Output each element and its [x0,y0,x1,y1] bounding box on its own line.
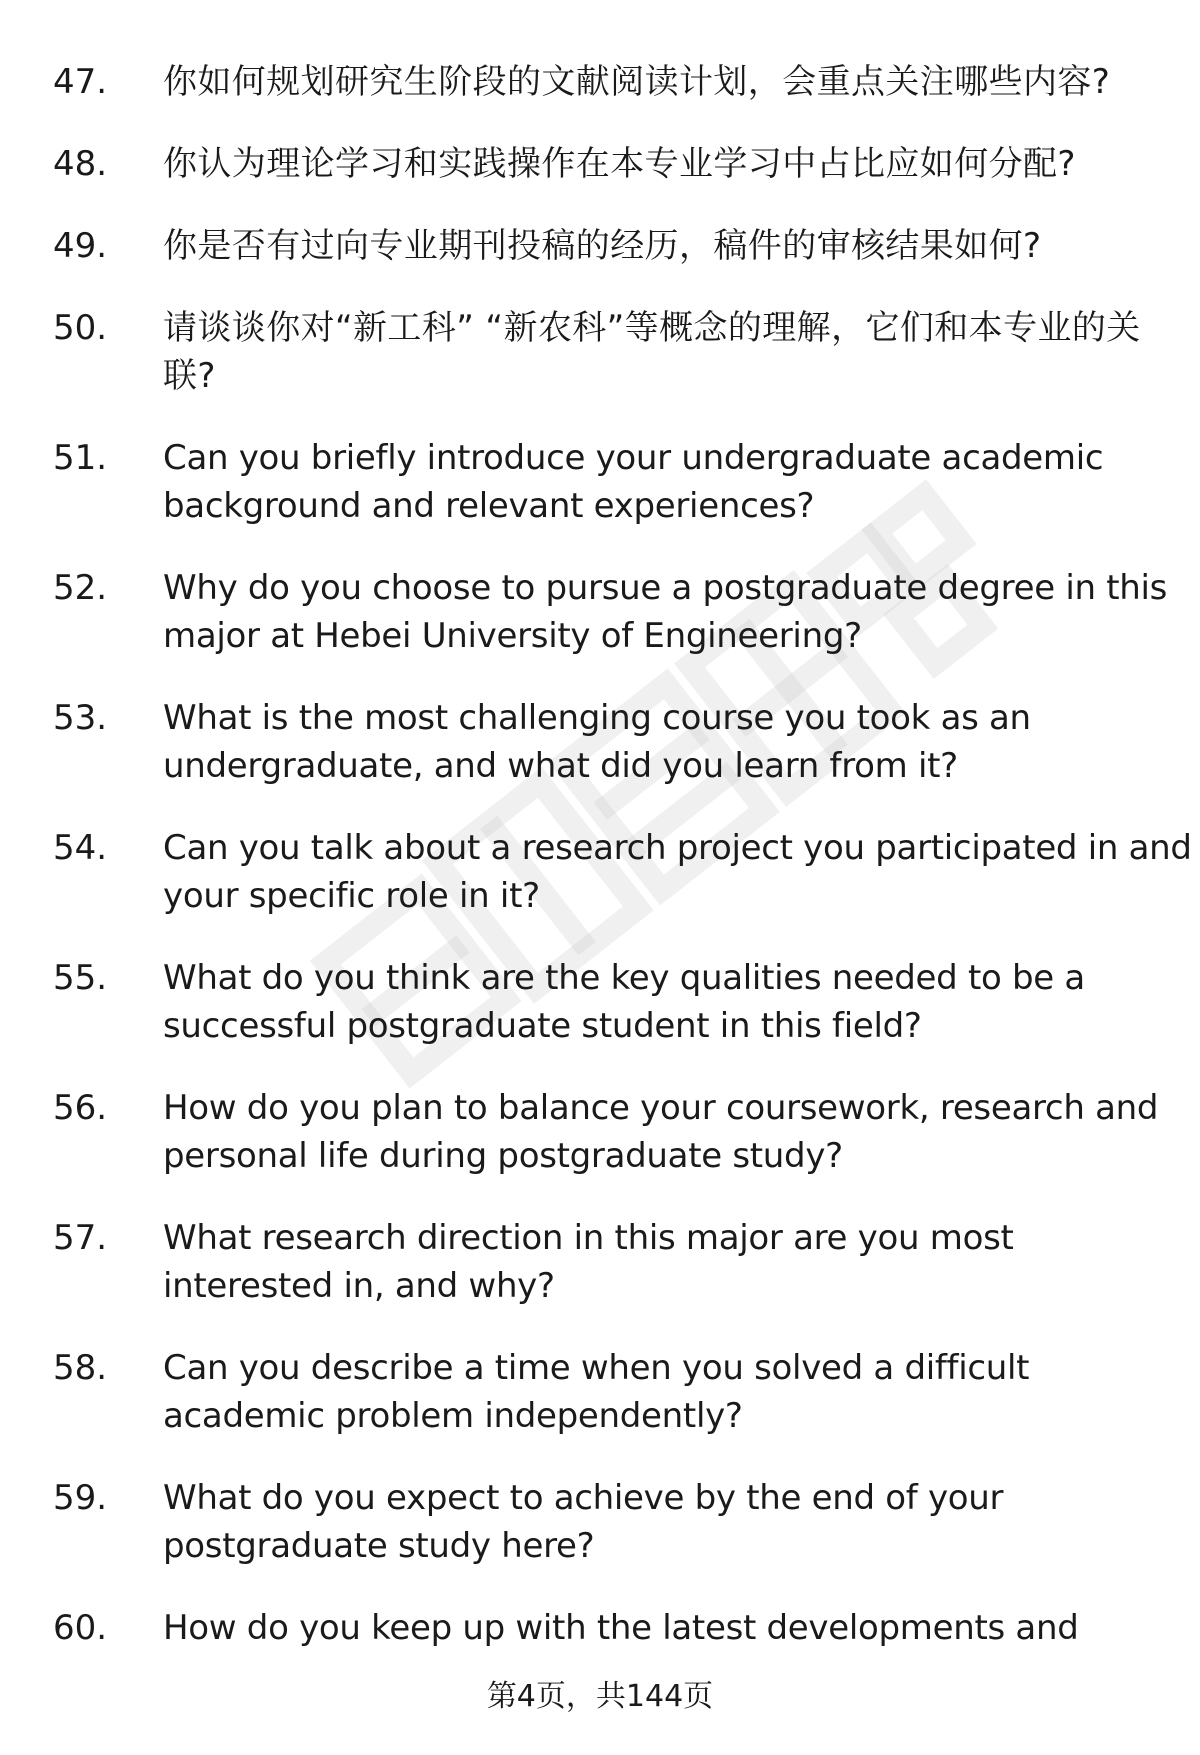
question-item [0,564,1200,660]
question-number: 53. [53,698,108,738]
question-number: 60. [53,1608,108,1648]
question-item [0,1604,1200,1652]
question-text: What is the most challenging course you took as an undergraduate, and what did you learn from it? [163,698,1031,786]
question-text: Can you talk about a research project you participated in and your specific role in it? [163,828,1192,916]
question-number: 48. [53,144,108,184]
question-item [0,1344,1200,1440]
question-number: 54. [53,828,108,868]
question-item [0,954,1200,1050]
question-item [0,694,1200,790]
page-footer: 第4页，共144页 [486,1679,714,1714]
question-number: 52. [53,568,108,608]
question-item [0,304,1200,400]
question-item [0,1214,1200,1310]
question-item [0,58,1200,106]
question-number: 49. [53,226,108,266]
question-number: 50. [53,308,108,348]
question-item [0,1474,1200,1570]
question-item [0,434,1200,530]
question-text: What do you expect to achieve by the end of your postgraduate study here? [163,1478,1004,1566]
question-number: 55. [53,958,108,998]
question-number: 59. [53,1478,108,1518]
question-text: 你是否有过向专业期刊投稿的经历，稿件的审核结果如何? [163,226,1042,266]
question-text: How do you keep up with the latest developments and [163,1608,1079,1648]
question-number: 51. [53,438,108,478]
question-text: How do you plan to balance your coursework, research and personal life during postgraduate study? [163,1088,1159,1176]
question-text: Can you describe a time when you solved a difficult academic problem independently? [163,1348,1030,1436]
question-text: What research direction in this major are you most interested in, and why? [163,1218,1014,1306]
question-item [0,824,1200,920]
question-number: 57. [53,1218,108,1258]
question-text: Can you briefly introduce your undergraduate academic background and relevant experiences? [163,438,1104,526]
question-text: 你认为理论学习和实践操作在本专业学习中占比应如何分配? [163,144,1076,184]
question-item [0,222,1200,270]
question-list [0,58,1200,1686]
question-text: 你如何规划研究生阶段的文献阅读计划，会重点关注哪些内容? [163,62,1111,102]
question-text: What do you think are the key qualities needed to be a successful postgraduate student in this field? [163,958,1085,1046]
question-item [0,140,1200,188]
question-text: 请谈谈你对“新工科” “新农科”等概念的理解，它们和本专业的关联? [163,308,1141,396]
question-item [0,1084,1200,1180]
question-number: 58. [53,1348,108,1388]
question-text: Why do you choose to pursue a postgraduate degree in this major at Hebei University of Engineering? [163,568,1168,656]
question-number: 56. [53,1088,108,1128]
question-number: 47. [53,62,108,102]
